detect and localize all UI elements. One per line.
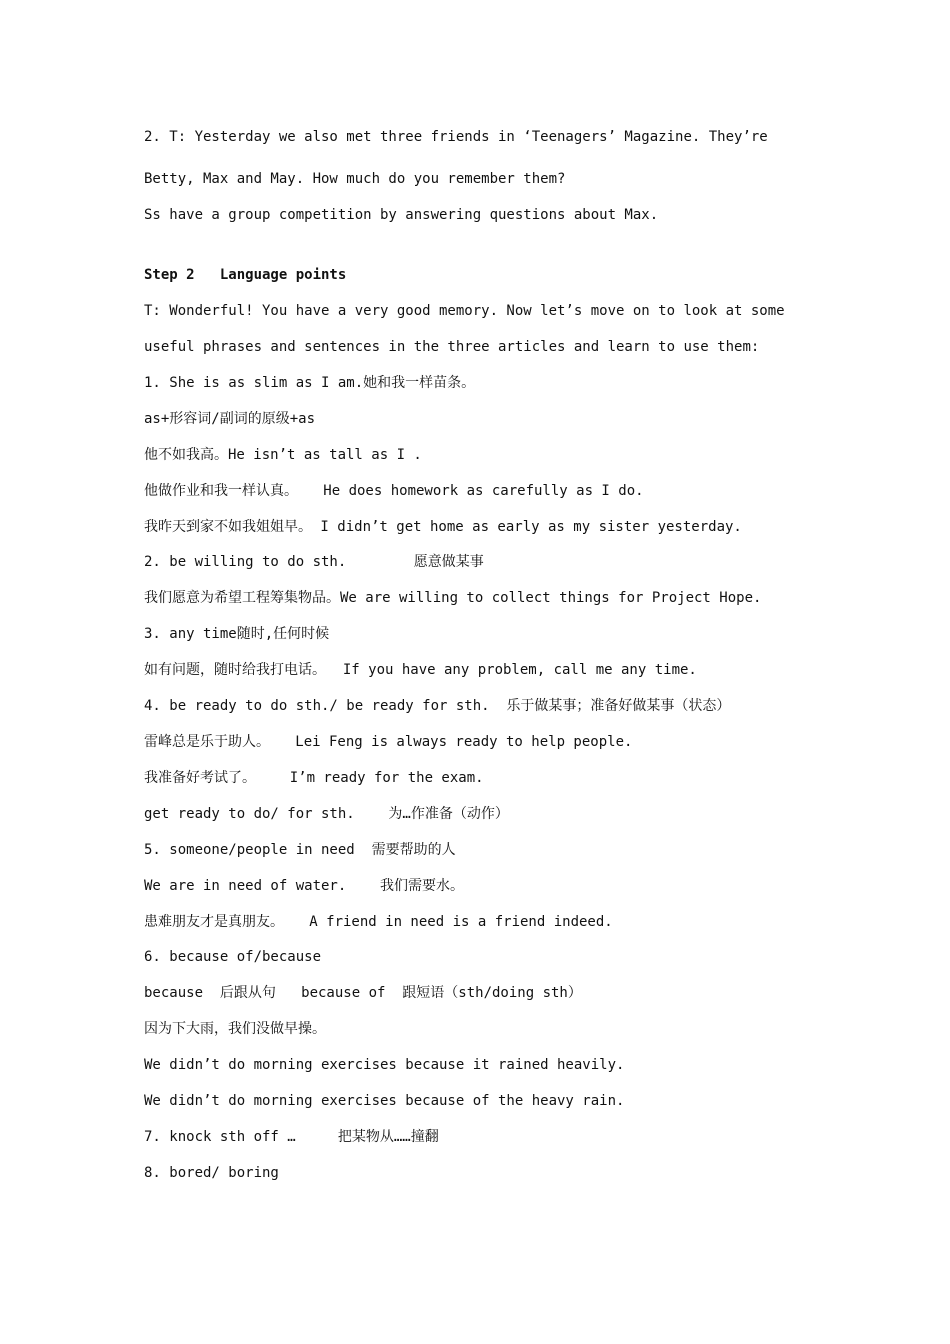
text-line: Ss have a group competition by answering questions about Max.: [144, 207, 659, 223]
text-line: 他不如我高。He isn’t as tall as I .: [144, 447, 422, 463]
text-line: 2. T: Yesterday we also met three friends in ‘Teenagers’ Magazine. They’re: [144, 129, 768, 145]
text-line: 3. any time随时,任何时候: [144, 626, 330, 642]
text-line: 我昨天到家不如我姐姐早。 I didn’t get home as early as my sister yesterday.: [144, 519, 742, 535]
text-line: 如有问题，随时给我打电话。 If you have any problem, call me any time.: [144, 662, 697, 678]
text-line: Betty, Max and May. How much do you remember them?: [144, 171, 566, 187]
text-line: 我准备好考试了。 I’m ready for the exam.: [144, 770, 484, 786]
text-line: 他做作业和我一样认真。 He does homework as carefully as I do.: [144, 483, 644, 499]
text-line: 患难朋友才是真朋友。 A friend in need is a friend indeed.: [144, 914, 613, 930]
text-line: We didn’t do morning exercises because it rained heavily.: [144, 1057, 625, 1073]
section-heading: Step 2 Language points: [144, 267, 347, 283]
text-line: 8. bored/ boring: [144, 1165, 279, 1181]
text-line: 我们愿意为希望工程筹集物品。We are willing to collect things for Project Hope.: [144, 590, 762, 606]
text-line: 1. She is as slim as I am.她和我一样苗条。: [144, 375, 476, 391]
text-line: 雷峰总是乐于助人。 Lei Feng is always ready to help people.: [144, 734, 633, 750]
text-line: We didn’t do morning exercises because of the heavy rain.: [144, 1093, 625, 1109]
text-line: 7. knock sth off … 把某物从……撞翻: [144, 1129, 439, 1145]
text-line: 5. someone/people in need 需要帮助的人: [144, 842, 456, 858]
text-line: 因为下大雨，我们没做早操。: [144, 1021, 326, 1037]
text-line: as+形容词/副词的原级+as: [144, 411, 316, 427]
text-line: get ready to do/ for sth. 为…作准备（动作）: [144, 806, 509, 822]
text-line: T: Wonderful! You have a very good memory. Now let’s move on to look at some: [144, 303, 785, 319]
text-line: 6. because of/because: [144, 949, 322, 965]
text-line: We are in need of water. 我们需要水。: [144, 878, 465, 894]
text-line: because 后跟从句 because of 跟短语（sth/doing sth）: [144, 985, 582, 1001]
text-line: 4. be ready to do sth./ be ready for sth. 乐于做某事；准备好做某事（状态）: [144, 698, 731, 714]
text-line: 2. be willing to do sth. 愿意做某事: [144, 554, 484, 570]
text-line: useful phrases and sentences in the three articles and learn to use them:: [144, 339, 760, 355]
